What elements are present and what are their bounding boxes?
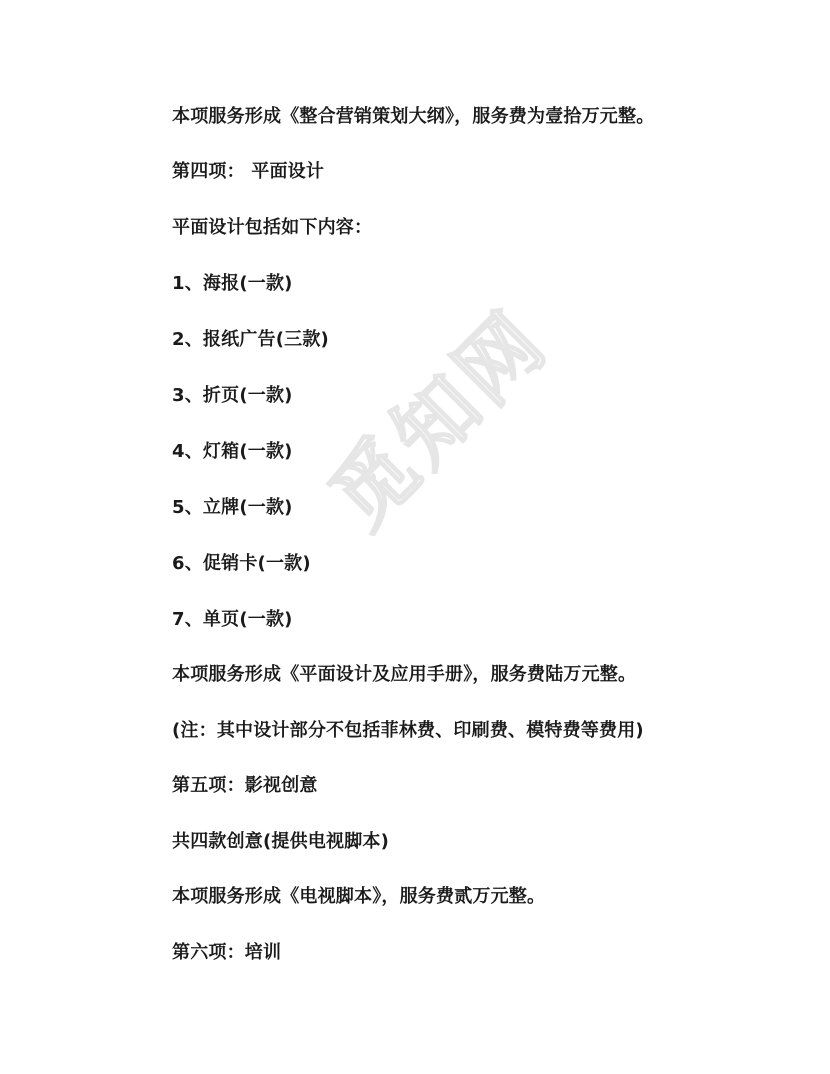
list-item-poster: 1、海报(一款)	[172, 273, 293, 294]
paragraph-design-fee: 本项服务形成《平面设计及应用手册》，服务费陆万元整。	[172, 664, 637, 685]
list-item-flyer: 7、单页(一款)	[172, 609, 293, 630]
list-item-brochure: 3、折页(一款)	[172, 385, 293, 406]
paragraph-outline-fee: 本项服务形成《整合营销策划大纲》，服务费为壹拾万元整。	[172, 106, 655, 127]
heading-section-4: 第四项： 平面设计	[172, 161, 325, 182]
list-item-newspaper-ad: 2、报纸广告(三款)	[172, 329, 329, 350]
paragraph-note: (注：其中设计部分不包括菲林费、印刷费、模特费等费用)	[172, 720, 644, 741]
paragraph-design-intro: 平面设计包括如下内容：	[172, 217, 373, 238]
heading-section-6: 第六项：培训	[172, 942, 282, 963]
paragraph-script-fee: 本项服务形成《电视脚本》，服务费贰万元整。	[172, 886, 546, 907]
heading-section-5: 第五项：影视创意	[172, 775, 318, 796]
watermark: 觅知网	[312, 292, 567, 547]
paragraph-video-creative: 共四款创意(提供电视脚本)	[172, 831, 390, 852]
list-item-promo-card: 6、促销卡(一款)	[172, 553, 311, 574]
list-item-standee: 5、立牌(一款)	[172, 497, 293, 518]
list-item-lightbox: 4、灯箱(一款)	[172, 441, 293, 462]
